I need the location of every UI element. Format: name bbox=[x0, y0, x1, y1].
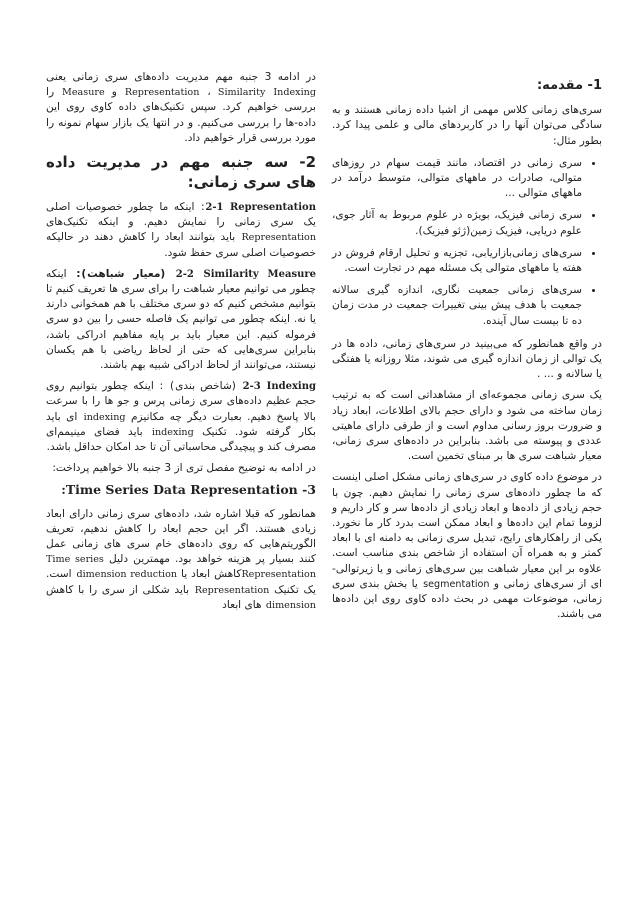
section-2-1 bbox=[46, 200, 316, 261]
section-title: (شاخص بندی) : اینکه bbox=[133, 380, 237, 393]
paragraph-text: : اینکه ما چطور خصوصیات اصلی یک سری زمانی را نمایش دهیم. و اینکه تکنیک‌های bbox=[46, 201, 316, 229]
section-3-heading bbox=[46, 482, 316, 498]
term-representation: Representation bbox=[229, 202, 316, 214]
list-item: • سری زمانی در اقتصاد، مانند قیمت سهام در روزهای متوالی، صادرات در ماههای متوالی، متوسط درآمد در ماههای متوالی ... bbox=[332, 155, 582, 202]
term-indexing: indexing bbox=[151, 426, 194, 438]
list-item: • سری‌های زمانی‌بازاریابی، تجزیه و تحلیل ارقام فروش در هفته یا ماههای متوالی یک مسئله مهم در تجارت است. bbox=[332, 245, 582, 276]
paragraph-overview: در ادامه 3 جنبه مهم مدیریت داده‌های سری زمانی یعنی Representation ، Similarity Indexing و Measure را بررسی خواهیم کرد. سپس تکنیک‌های داده کاوی روی این داده-ها را بررسی می‌کنیم. و در انتها یک بازار سهام نمونه را مورد بررسی قرار خواهیم داد. bbox=[46, 71, 316, 144]
section-number: 2-3 bbox=[242, 381, 261, 393]
term-indexing: indexing bbox=[83, 411, 126, 423]
term-indexing: Indexing bbox=[266, 381, 316, 393]
paragraph-measurement: در واقع همانطور که می‌بینید در سری‌های زمانی، داده ها در یک توالی از زمان اندازه گیری می شوند، مثلا روزانه یا هفتگی یا سالانه و ... . bbox=[332, 337, 602, 381]
term-representation: Representation bbox=[124, 87, 200, 99]
paragraph-text: باید بتوانند ابعاد را کاهش دهند در حالیکه خصوصیات اصلی سری حفظ شود. bbox=[46, 231, 316, 259]
term-similarity-measure: Similarity Measure bbox=[203, 268, 316, 280]
term-representation: Representation bbox=[241, 232, 316, 244]
intro-heading: 1- مقدمه: bbox=[536, 78, 602, 93]
list-item: • سری زمانی فیزیک، بویژه در علوم مربوط به آثار جوی، علوم دریایی، فیزیک زمین(ژئو فیزیک). bbox=[332, 207, 582, 238]
paragraph-text: باید شکلی از سری را با کاهش bbox=[46, 583, 190, 596]
section-2-2 bbox=[46, 267, 316, 373]
paragraph-text: های ابعاد bbox=[222, 598, 262, 611]
examples-list bbox=[332, 155, 602, 329]
intro-paragraph: سری‌های زمانی کلاس مهمی از اشیا داده زمانی هستند و به سادگی می‌توان آنها را در کاربردهای مالی و علمی پیدا کرد. بطور مثال: bbox=[332, 104, 602, 147]
section-title: (معیار شباهت): bbox=[76, 267, 167, 280]
section-3-title: :Time Series Data Representation -3 bbox=[61, 482, 316, 498]
paragraph-text: اینکه چطور می توانیم معیار شباهت را برای سری ها تعریف کنیم تا بتوانیم مشخص کنیم که دو سری مختلف با هم همخوانی دارند یا نه. اینکه چطور می توانیم یک فاصله حسی را بین دو سری فرموله کنیم. این معیار باید بر پایه مفاهیم ادراکی باشد، بنابراین سری‌هایی که حتی از لحاظ ریاضی با هم یکسان نیستند، می‌توانند از لحاظ ادراکی شبیه بهم باشند. bbox=[46, 267, 316, 372]
section-2-3 bbox=[46, 379, 316, 455]
term-similarity: Similarity bbox=[217, 87, 266, 99]
paragraph-main-problem bbox=[332, 470, 602, 622]
paragraph-text: یا بخش بندی سری زمانی، موضوعات مهمی در بحث داده کاوی روی این داده‌ها می باشند. bbox=[332, 577, 602, 621]
term-time-series: Time series bbox=[46, 554, 104, 566]
section-3-body bbox=[46, 507, 316, 613]
right-column bbox=[332, 70, 602, 629]
term-representation: Representation bbox=[194, 584, 270, 596]
paragraph-text: همانطور که قبلا اشاره شد، داده‌های سری زمانی دارای ابعاد زیادی هستند. اگر این حجم ابعاد را کاهش ندهیم، تعریف الگوریتم‌هایی که روی داده‌های خام سری های زمانی عمل کنند بسیار پر هزینه خواهد بود. مهمترین دلیل bbox=[46, 507, 316, 566]
paragraph-text: باید فضای مینیمم‌ای مصرف کند و پیچیدگی محاسباتی آن تا حد امکان حداقل باشد. bbox=[46, 425, 316, 454]
list-item: • سری‌های زمانی جمعیت نگاری، اندازه گیری سالانه جمعیت با هدف پیش بینی تغییرات جمعیت در مدت زمان ده تا بیست سال آینده. bbox=[332, 282, 582, 329]
paragraph-text: چطور بتوانیم روی حجم عظیم داده‌های سری زمانی پرس و جو ها را با سرعت بالا پاسخ دهیم. بعبارت دیگر چه مکانیزم bbox=[46, 380, 316, 423]
term-dimension: dimension bbox=[265, 599, 316, 611]
conjunction: و bbox=[111, 86, 117, 99]
paragraph-definition: یک سری زمانی مجموعه‌ای از مشاهداتی است که به ترتیب زمان ساخته می شود و دارای حجم بالای اطلاعات، ابعاد زیاد و ضرورت بروز رسانی مداوم است و از طرفی دارای ماهیتی عددی و پیوسته می باشد. بنابراین در داده‌های سری زمانی، معیار شباهت سری ها بر مبنای تخمین است. bbox=[332, 389, 602, 463]
paragraph-text: ای باید بکار گرفته شود. تکنیک bbox=[46, 410, 316, 438]
section-2-heading: 2- سه جنبه مهم در مدیریت داده های سری زمانی: bbox=[46, 153, 316, 192]
term-dimension-reduction: dimension reduction bbox=[76, 569, 178, 581]
paragraph-text: را بررسی خواهیم کرد. سپس تکنیک‌های داده کاوی روی این داده-ها را بررسی می‌کنیم. و در انتها یک بازار سهام نمونه را مورد بررسی قرار خواهیم داد. bbox=[46, 86, 316, 144]
term-indexing: Indexing bbox=[273, 87, 316, 99]
term-segmentation: segmentation bbox=[423, 578, 490, 590]
section-number: 2-2 bbox=[175, 268, 194, 280]
term-measure: Measure bbox=[62, 87, 105, 99]
term-representation: Representation bbox=[241, 569, 316, 581]
paragraph-text: کاهش ابعاد یا bbox=[181, 568, 242, 581]
paragraph-text: در ادامه 3 جنبه مهم مدیریت داده‌های سری زمانی یعنی bbox=[46, 71, 316, 83]
left-column bbox=[46, 70, 316, 619]
paragraph-text: است. یک تکنیک bbox=[46, 568, 316, 596]
paragraph-transition: در ادامه به توضیح مفصل تری از 3 جنبه بالا خواهیم پرداخت: bbox=[52, 462, 316, 475]
section-number: 2-1 bbox=[205, 202, 224, 214]
paragraph-text: در موضوع داده کاوی در سری‌های زمانی مشکل اصلی اینست که ما چطور داده‌های سری زمانی را نمایش دهیم. چون با حجم زیادی از داده‌ها و ابعاد زیادی از داده‌ها سر و کار داریم و لزوما تمام این داده‌ها و ابعاد ممکن است بدرد کار ما نخورد. یکی از راهکارهای رایج، تبدیل سری زمانی به دامنه ای با ابعاد کمتر و به همراه آن استفاده از شاخص بندی مناسب است. علاوه بر این معیار شباهت بین سری‌های زمانی و یا زیرتوالی-ای از سری‌های زمانی و bbox=[332, 471, 602, 590]
